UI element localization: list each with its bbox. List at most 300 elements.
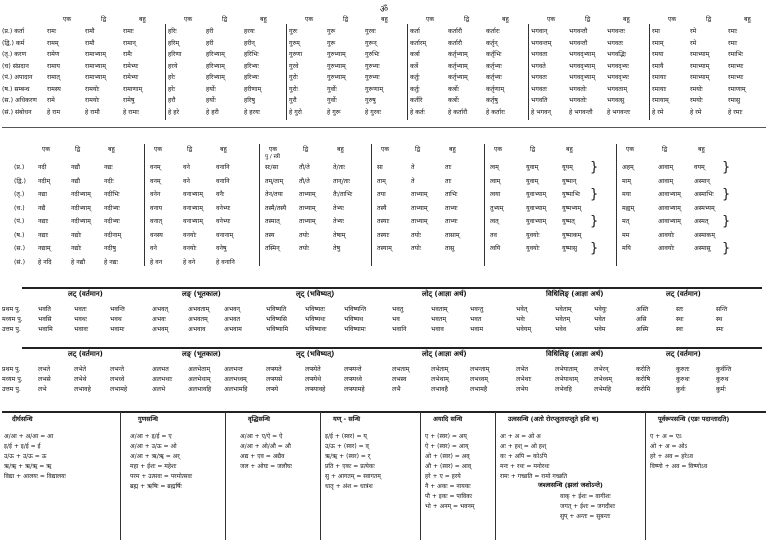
lakara-title: लृट् (भविष्यत्)	[296, 350, 335, 358]
number-header: एक	[547, 16, 556, 23]
conjugation-cell: कुरुथ	[716, 376, 729, 383]
conjugation-cell: लभेताम्	[431, 366, 449, 373]
person-label: मध्यम पु.	[2, 316, 23, 323]
declension-cell: ते/ताः	[333, 164, 345, 171]
om-symbol: ॐ	[379, 5, 389, 15]
case-label: (च) संप्रदान	[2, 62, 29, 70]
number-header: बहु	[260, 16, 267, 23]
conjugation-cell: लभावहे	[74, 386, 91, 393]
number-header: एक	[426, 16, 435, 23]
declension-cell: वनैः	[216, 191, 225, 198]
declension-cell: भगवतः	[531, 85, 548, 93]
conjugation-cell: अभवतम्	[188, 316, 208, 323]
sandhi-rule: ऐ + (स्वर) = आय्	[425, 443, 469, 450]
declension-cell: रामस्य	[47, 85, 61, 93]
case-label: (द्वि.) कर्म	[2, 39, 25, 47]
declension-cell: मया	[622, 191, 631, 198]
declension-cell: कर्तुः	[410, 74, 420, 81]
declension-cell: हे गुरवः	[365, 108, 381, 116]
declension-cell: ताभ्याम्	[299, 191, 316, 198]
conjugation-cell: लप्स्यन्ते	[344, 366, 362, 373]
conjugation-cell: करोमि	[636, 386, 651, 393]
declension-cell: रामाणाम्	[123, 85, 143, 93]
declension-cell: रमायै	[652, 62, 664, 70]
conjugation-cell: करोषि	[636, 376, 651, 383]
declension-cell: मत्	[622, 218, 630, 225]
declension-cell: रमाभ्यः	[728, 74, 744, 81]
number-header: एक	[154, 146, 163, 153]
declension-cell: तौ/ते	[299, 164, 310, 171]
sandhi-rule: परम + उत्सवः = परमोत्सवः	[130, 473, 193, 480]
declension-cell: तेन/तया	[265, 191, 283, 198]
lakara-title: विधिलिङ् (आज्ञा अर्थ)	[546, 290, 604, 298]
number-header: बहु	[449, 146, 456, 153]
case-label: (ष.) सम्बन्ध	[2, 85, 30, 93]
declension-cell: वनानाम्	[216, 231, 234, 239]
conjugation-cell: भवेः	[516, 316, 526, 323]
declension-cell: हे भगवन्तः	[607, 108, 631, 116]
declension-cell: रमाभ्याम्	[690, 51, 710, 58]
declension-cell: हरीणाम्	[244, 85, 262, 93]
conjugation-cell: लभावहै	[431, 386, 448, 393]
declension-cell: गुरोः	[289, 85, 298, 93]
declension-cell: हे रामाः	[123, 108, 139, 116]
sandhi-rule: उ/ऊ + (स्वर) = व्	[325, 443, 369, 450]
declension-cell: ताभिः	[445, 191, 458, 198]
declension-cell: ताः	[445, 177, 452, 185]
declension-cell: मयि	[622, 245, 631, 252]
conjugation-cell: अस्मि	[636, 326, 649, 333]
declension-cell: गुरुः	[289, 28, 298, 35]
brace-glyph: }	[722, 160, 731, 175]
declension-cell: रमायाः	[652, 74, 667, 81]
number-header: द्वि	[101, 16, 107, 23]
conjugation-cell: अलभेताम्	[188, 366, 211, 373]
declension-cell: वनेभ्यः	[216, 204, 231, 212]
declension-cell: वनयोः	[183, 245, 197, 252]
declension-cell: सा	[377, 164, 383, 171]
number-header: बहु	[381, 16, 388, 23]
declension-cell: तस्य	[265, 231, 275, 239]
conjugation-cell: भवामि	[38, 326, 53, 333]
declension-cell: हे राम	[47, 108, 61, 116]
declension-cell: माम्	[622, 177, 632, 185]
conjugation-cell: अभवम्	[152, 326, 169, 333]
declension-cell: कर्तृषु	[486, 97, 498, 104]
declension-cell: भगवतः	[531, 74, 548, 81]
conjugation-cell: अलभथाः	[152, 376, 173, 383]
declension-cell: हे हरी	[206, 108, 219, 116]
declension-cell: कर्तृभिः	[486, 51, 502, 58]
sandhi-title: उत्वसन्धि (अतो रोरप्लुतादप्लुते हशि च)	[508, 415, 599, 423]
number-header: एक	[42, 146, 51, 153]
declension-cell: ताभ्याम्	[411, 191, 428, 198]
conjugation-cell: कुरुथः	[676, 376, 690, 383]
lakara-title: लङ् (भूतकाल)	[182, 290, 221, 298]
declension-cell: भगवन्तम्	[531, 39, 552, 47]
conjugation-cell: भवेयम्	[516, 326, 532, 333]
column-divider	[165, 24, 166, 120]
conjugation-cell: लभसे	[38, 376, 51, 383]
declension-cell: रमाभ्यः	[728, 62, 744, 70]
case-label: (स.) अधिकरण	[2, 97, 37, 104]
sandhi-rule: उ/ऊ + उ/ऊ = ऊ	[4, 453, 47, 460]
declension-cell: नद्याम्	[38, 245, 51, 252]
conjugation-cell: भवतु	[392, 306, 404, 313]
declension-cell: हे वन	[150, 258, 163, 266]
sandhi-rule: धातृ + अंश = धात्रंश	[325, 483, 373, 490]
declension-cell: भगवत्सु	[607, 97, 625, 104]
declension-cell: ते	[411, 164, 415, 171]
declension-cell: अस्मत्	[694, 218, 709, 225]
declension-cell: कर्तारः	[486, 28, 500, 35]
declension-cell: गुरुभ्याम्	[327, 74, 346, 81]
number-header: द्वि	[585, 16, 591, 23]
declension-cell: तेभ्यः	[333, 218, 344, 225]
declension-cell: नदीनाम्	[104, 231, 122, 239]
conjugation-cell: अभवन्	[224, 306, 240, 313]
declension-cell: कर्तृभ्याम्	[448, 62, 468, 70]
declension-cell: कर्तॄन्	[486, 39, 498, 47]
column-divider	[225, 412, 226, 540]
sandhi-rule: अ/आ + ए/ऐ = ऐ	[240, 433, 283, 440]
rule-line	[22, 287, 762, 289]
declension-cell: हरिभ्याम्	[206, 62, 225, 70]
sandhi-title: पूर्वरूपसन्धि (एङः पदान्तादति)	[658, 415, 730, 423]
conjugation-cell: भवेत	[594, 316, 606, 323]
conjugation-cell: भवामः	[110, 326, 125, 333]
conjugation-cell: भवाम	[470, 326, 484, 333]
conjugation-cell: लभेय	[516, 386, 529, 393]
declension-cell: आवयोः	[658, 231, 675, 239]
conjugation-cell: भवाव	[431, 326, 444, 333]
column-divider	[320, 412, 321, 540]
conjugation-cell: भविष्यसि	[266, 316, 287, 323]
conjugation-cell: भवेताम्	[555, 306, 572, 313]
conjugation-cell: भविष्यतः	[305, 306, 325, 313]
lakara-title: लट् (वर्तमान)	[68, 350, 103, 358]
conjugation-cell: कुर्मः	[716, 386, 726, 393]
number-header: एक	[269, 146, 278, 153]
declension-cell: हे हरे	[168, 108, 180, 116]
declension-cell: रामौ	[85, 39, 95, 47]
conjugation-cell: लप्स्यध्वे	[344, 376, 362, 383]
sandhi-rule: विष्णो + अव = विष्णोऽव	[650, 463, 708, 470]
conjugation-cell: भविष्यथ	[344, 316, 364, 323]
declension-cell: हे भगवन्तौ	[569, 108, 593, 116]
conjugation-cell: लभेरन्	[594, 366, 609, 373]
declension-cell: नद्योः	[71, 231, 82, 239]
lakara-title: लोट् (आज्ञा अर्थ)	[422, 350, 467, 358]
brace-glyph: }	[590, 160, 599, 175]
declension-cell: कर्तरि	[410, 97, 423, 104]
declension-cell: युवयोः	[526, 245, 540, 252]
conjugation-cell: अभवत्	[152, 306, 169, 313]
declension-cell: अस्मान्	[694, 177, 710, 185]
sandhi-rule: ऋ/ॠ + (स्वर) = र्	[325, 453, 371, 460]
conjugation-cell: भवसि	[38, 316, 52, 323]
case-label: (तृ.)	[14, 191, 25, 198]
declension-cell: हरौ	[168, 97, 176, 104]
conjugation-cell: भवेव	[555, 326, 567, 333]
declension-cell: नदीभ्याम्	[71, 204, 91, 212]
column-divider	[420, 412, 421, 540]
declension-cell: हे रामौ	[85, 108, 100, 116]
number-header: बहु	[108, 146, 115, 153]
declension-cell: रमाणाम्	[728, 85, 746, 93]
declension-cell: तैः/ताभिः	[333, 191, 353, 198]
declension-cell: तुभ्यम्	[490, 204, 504, 212]
declension-cell: युवयोः	[526, 231, 540, 239]
conjugation-cell: भवेतम्	[555, 316, 571, 323]
conjugation-cell: भवन्तु	[470, 306, 484, 313]
brace-glyph: }	[590, 187, 599, 202]
declension-cell: भगवन्तौ	[569, 28, 588, 35]
declension-cell: रमाः	[728, 28, 738, 35]
declension-cell: कर्त्रे	[410, 62, 419, 70]
declension-cell: कर्तारौ	[448, 39, 463, 47]
conjugation-cell: भवताम्	[431, 306, 448, 313]
declension-cell: कर्त्रा	[410, 51, 420, 58]
conjugation-cell: कुर्वः	[676, 386, 686, 393]
brace-glyph: }	[590, 241, 599, 256]
case-label: (ष.)	[14, 231, 25, 239]
declension-cell: रमासु	[728, 97, 741, 104]
declension-cell: रमाः	[728, 39, 738, 47]
declension-cell: नदीम्	[38, 177, 51, 185]
declension-cell: वनेन	[150, 191, 161, 198]
declension-cell: कर्तॄणाम्	[486, 85, 505, 93]
declension-cell: गुरुभिः	[365, 51, 380, 58]
conjugation-cell: अभवः	[152, 316, 166, 323]
number-header: बहु	[337, 146, 344, 153]
declension-cell: रमे	[690, 28, 697, 35]
number-header: बहु	[502, 16, 509, 23]
declension-cell: हर्योः	[206, 85, 216, 93]
declension-cell: भगवन्तः	[607, 28, 625, 35]
sandhi-rule: जल + ओघः = जलौघः	[240, 463, 292, 470]
declension-cell: वनात्	[150, 218, 163, 225]
declension-cell: गुरौ	[289, 97, 297, 104]
declension-cell: हे भगवन्	[531, 108, 551, 116]
conjugation-cell: स्वः	[676, 326, 684, 333]
declension-cell: वने	[150, 245, 157, 252]
sandhi-rule: नै + अकः = नायकः	[425, 483, 471, 490]
number-header: द्वि	[187, 146, 193, 153]
declension-cell: नद्यौ	[71, 177, 80, 185]
declension-cell: नद्याः	[38, 231, 49, 239]
sandhi-rule: सु + आगतम् = स्वागतम्	[325, 473, 381, 480]
sandhi-rule: अ/आ + ऋ/ॠ = अर्	[130, 453, 180, 460]
declension-cell: सः/सा	[265, 164, 279, 171]
rule-line	[22, 347, 762, 349]
declension-cell: युष्मत्	[562, 218, 575, 225]
sandhi-rule: ब्रह्म + ऋषिः = ब्रह्मर्षिः	[130, 483, 182, 490]
declension-cell: तयोः	[411, 231, 421, 239]
declension-cell: भगवन्तौ	[569, 39, 588, 47]
declension-cell: ताभ्याम्	[299, 204, 316, 212]
declension-cell: ताभ्यः	[445, 218, 458, 225]
sandhi-rule: ओ + अ = ओऽ	[650, 443, 688, 450]
conjugation-cell: लभताम्	[392, 366, 410, 373]
declension-cell: रामयोः	[85, 97, 100, 104]
declension-cell: तेषाम्	[333, 231, 346, 239]
number-header: द्वि	[222, 16, 228, 23]
declension-cell: भगवतोः	[569, 97, 587, 104]
declension-cell: हरिभ्यः	[244, 74, 259, 81]
sandhi-rule: अ/आ + अ/आ = आ	[4, 433, 54, 440]
declension-cell: हरिषु	[244, 97, 255, 104]
conjugation-cell: स्थ	[716, 316, 723, 323]
declension-cell: रामाः	[123, 28, 134, 35]
sandhi-rule: अद्य + एव = अद्यैव	[240, 453, 285, 460]
conjugation-cell: स्थः	[676, 316, 684, 323]
declension-cell: त्वत्	[490, 218, 499, 225]
number-header: बहु	[139, 16, 146, 23]
person-label: उत्तम पु.	[2, 326, 21, 333]
declension-cell: तया	[377, 191, 386, 198]
declension-cell: रमा	[652, 28, 660, 35]
declension-cell: गुरवः	[365, 28, 376, 35]
declension-cell: मह्यम्	[622, 204, 635, 212]
declension-cell: वनेषु	[216, 245, 227, 252]
declension-cell: तस्मात्	[265, 218, 280, 225]
conjugation-cell: भवावः	[74, 326, 89, 333]
declension-cell: भगवान्	[531, 28, 548, 35]
brace-glyph: }	[722, 241, 731, 256]
pronoun-gender-header: पु / स्त्री	[265, 154, 281, 160]
column-divider	[259, 144, 260, 266]
declension-cell: ताभ्याम्	[299, 218, 316, 225]
conjugation-cell: भवतम्	[431, 316, 447, 323]
declension-cell: ताम्	[377, 177, 386, 185]
conjugation-cell: लप्स्येथे	[305, 376, 322, 383]
person-label: प्रथम पु.	[2, 366, 21, 373]
declension-cell: रामेभ्यः	[123, 62, 139, 70]
lakara-title: विधिलिङ् (आज्ञा अर्थ)	[546, 350, 604, 358]
declension-cell: युवाभ्याम्	[526, 218, 547, 225]
conjugation-cell: भवथ	[110, 316, 122, 323]
declension-cell: रमाभ्याम्	[690, 74, 710, 81]
sandhi-rule: इ/ई + (स्वर) = य्	[325, 433, 367, 440]
number-header: द्वि	[662, 146, 668, 153]
conjugation-cell: लभेथे	[74, 376, 87, 383]
conjugation-cell: भविष्यावः	[305, 326, 327, 333]
declension-cell: वने	[183, 177, 190, 185]
declension-cell: हे रमे	[690, 108, 702, 116]
declension-cell: भगवद्भ्याम्	[569, 51, 596, 58]
declension-cell: हरिभ्यः	[244, 62, 259, 70]
declension-cell: वनानि	[216, 177, 230, 185]
declension-cell: गुरुभ्यः	[365, 62, 380, 70]
conjugation-cell: करोति	[636, 366, 651, 373]
declension-cell: तस्मिन्	[265, 245, 280, 252]
declension-cell: रामाभ्याम्	[85, 74, 106, 81]
section-divider	[2, 127, 766, 128]
declension-cell: आवाम्	[658, 164, 674, 171]
conjugation-cell: लप्स्यावहे	[305, 386, 326, 393]
declension-cell: गुरवे	[289, 62, 299, 70]
conjugation-cell: कुर्वन्ति	[716, 366, 732, 373]
declension-cell: नदीभ्याम्	[71, 191, 91, 198]
declension-cell: युष्माभिः	[562, 191, 581, 198]
declension-cell: तासु	[445, 245, 455, 252]
conjugation-cell: अलभध्वम्	[224, 376, 247, 383]
declension-cell: अहम्	[622, 164, 634, 171]
declension-cell: गुरुभ्याम्	[327, 62, 346, 70]
conjugation-cell: लभेयाथाम्	[555, 376, 578, 383]
declension-cell: हे वने	[183, 258, 196, 266]
declension-cell: युष्मासु	[562, 245, 578, 252]
declension-cell: हे नदि	[38, 258, 52, 266]
declension-cell: गुरुम्	[289, 39, 300, 47]
declension-cell: गुर्वोः	[327, 85, 337, 93]
declension-cell: हरी	[206, 28, 214, 35]
conjugation-cell: अलभावहि	[188, 386, 212, 393]
declension-cell: तौ/ते	[299, 177, 310, 185]
conjugation-cell: अलभन्त	[224, 366, 243, 373]
conjugation-cell: कुरुतः	[676, 366, 690, 373]
declension-cell: कर्तृभ्यः	[486, 62, 502, 70]
number-header: एक	[305, 16, 314, 23]
declension-cell: रामम्	[47, 39, 59, 47]
sandhi-rule: वाक् + ईशः = वागीशः	[560, 493, 611, 500]
declension-cell: ते	[411, 177, 415, 185]
column-divider	[407, 24, 408, 120]
lakara-title: लोट् (आज्ञा अर्थ)	[422, 290, 467, 298]
number-header: द्वि	[75, 146, 81, 153]
declension-cell: रामेण	[47, 51, 60, 58]
sandhi-rule: भो + अनम् = भवनम्	[425, 503, 475, 510]
conjugation-cell: भविष्यन्ति	[344, 306, 367, 313]
conjugation-cell: अभवत	[224, 316, 241, 323]
declension-cell: वनाभ्याम्	[183, 204, 203, 212]
lakara-title: लङ् (भूतकाल)	[182, 350, 221, 358]
sandhi-rule: प्रति + एकः = प्रत्येकः	[325, 463, 375, 470]
number-header: बहु	[566, 146, 573, 153]
declension-cell: रामैः	[123, 51, 133, 58]
declension-cell: रमाभ्याम्	[690, 62, 710, 70]
declension-cell: तयोः	[411, 245, 421, 252]
declension-cell: युष्मभ्यम्	[562, 204, 582, 212]
case-label: (प्र.) कर्ता	[2, 28, 25, 35]
declension-cell: आवयोः	[658, 245, 675, 252]
conjugation-cell: लभेत	[516, 366, 529, 373]
declension-cell: रमाम्	[652, 39, 664, 47]
declension-cell: भगवद्भ्यः	[607, 74, 629, 81]
declension-cell: हरिभ्याम्	[206, 51, 225, 58]
sandhi-rule: पौ + इकः = पाविकः	[425, 493, 473, 500]
declension-cell: तव	[490, 231, 497, 239]
sandhi-rule: अः + हश् = ओ हश्	[500, 443, 547, 450]
declension-cell: कर्ता	[410, 28, 420, 35]
declension-cell: कर्तारम्	[410, 39, 427, 47]
column-divider	[616, 144, 617, 266]
declension-cell: भगवद्भ्याम्	[569, 62, 596, 70]
sandhi-rule: अ/आ + ओ/औ = औ	[240, 443, 291, 450]
conjugation-cell: भव	[392, 316, 400, 323]
declension-cell: ताभ्याम्	[411, 218, 428, 225]
sandhi-rule: जगत् + ईशः = जगदीशः	[560, 503, 616, 510]
sandhi-rule: सुप् + अन्तः = सुबन्तः	[560, 513, 611, 520]
number-header: द्वि	[303, 146, 309, 153]
declension-cell: आवाम्	[658, 177, 674, 185]
declension-cell: गुरुषु	[365, 97, 376, 104]
number-header: द्वि	[706, 16, 712, 23]
declension-cell: नदीभ्याम्	[71, 218, 91, 225]
sandhi-rule: ओ + (स्वर) = अव्	[425, 453, 470, 460]
declension-cell: हे गुरू	[327, 108, 341, 116]
